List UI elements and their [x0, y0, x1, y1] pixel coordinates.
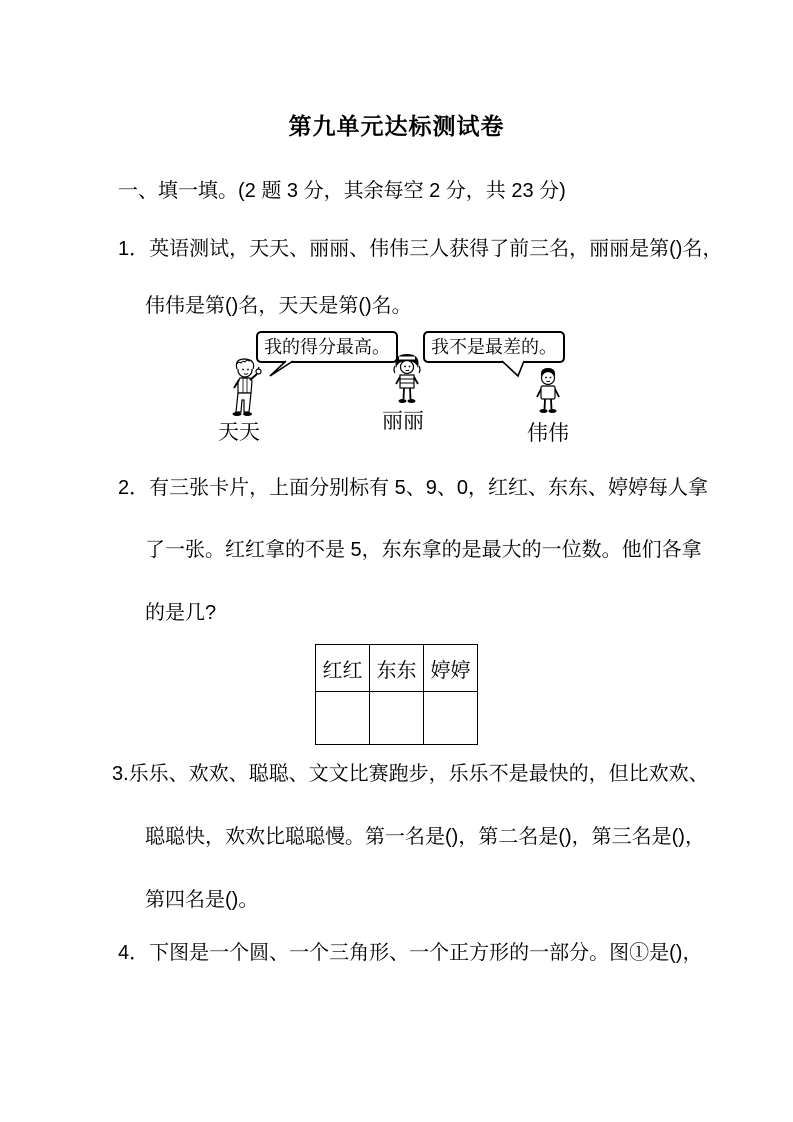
answer-cell-tingting	[424, 692, 478, 745]
answer-table-header-row	[316, 645, 478, 692]
question-2-line-2: 了一张。红红拿的不是 5，东东拿的是最大的一位数。他们各拿	[145, 539, 702, 561]
question-1-illustration	[210, 326, 592, 446]
question-3-line-2: 聪聪快，欢欢比聪聪慢。第一名是()，第二名是()，第三名是()，	[145, 826, 705, 848]
tiantian-boy-figure-icon	[226, 356, 270, 418]
weiwei-boy-figure-icon	[532, 366, 564, 416]
question-2-line-3: 的是几?	[145, 602, 217, 624]
answer-cell-dongdong	[370, 692, 424, 745]
lili-name-label: 丽丽	[382, 410, 424, 433]
tiantian-speech-bubble: 我的得分最高。	[256, 331, 398, 363]
table-header-tingting: 婷婷	[424, 645, 478, 692]
question-1-line-2: 伟伟是第()名，天天是第()名。	[145, 295, 412, 317]
section-1-heading: 一、填一填。(2 题 3 分，其余每空 2 分，共 23 分)	[118, 180, 566, 202]
lili-girl-figure-icon	[390, 351, 424, 407]
weiwei-name-label: 伟伟	[527, 422, 569, 445]
answer-cell-honghong	[316, 692, 370, 745]
page-title: 第九单元达标测试卷	[288, 113, 505, 139]
speech-bubble-tail-icon	[266, 360, 296, 378]
answer-table-empty-row	[316, 692, 478, 745]
table-header-dongdong: 东东	[370, 645, 424, 692]
weiwei-speech-bubble: 我不是最差的。	[423, 331, 565, 363]
question-4-line-1: 4．下图是一个圆、一个三角形、一个正方形的一部分。图①是()，	[118, 942, 703, 964]
question-3-line-1: 3.乐乐、欢欢、聪聪、文文比赛跑步，乐乐不是最快的，但比欢欢、	[112, 763, 709, 785]
tiantian-name-label: 天天	[218, 421, 260, 444]
question-3-line-3: 第四名是()。	[145, 889, 259, 911]
question-2-line-1: 2．有三张卡片，上面分别标有 5、9、0，红红、东东、婷婷每人拿	[118, 477, 709, 499]
speech-bubble-tail-icon	[498, 360, 528, 378]
question-1-line-1: 1．英语测试，天天、丽丽、伟伟三人获得了前三名，丽丽是第()名，	[118, 238, 723, 260]
question-2-answer-table	[315, 644, 478, 745]
table-header-honghong: 红红	[316, 645, 370, 692]
